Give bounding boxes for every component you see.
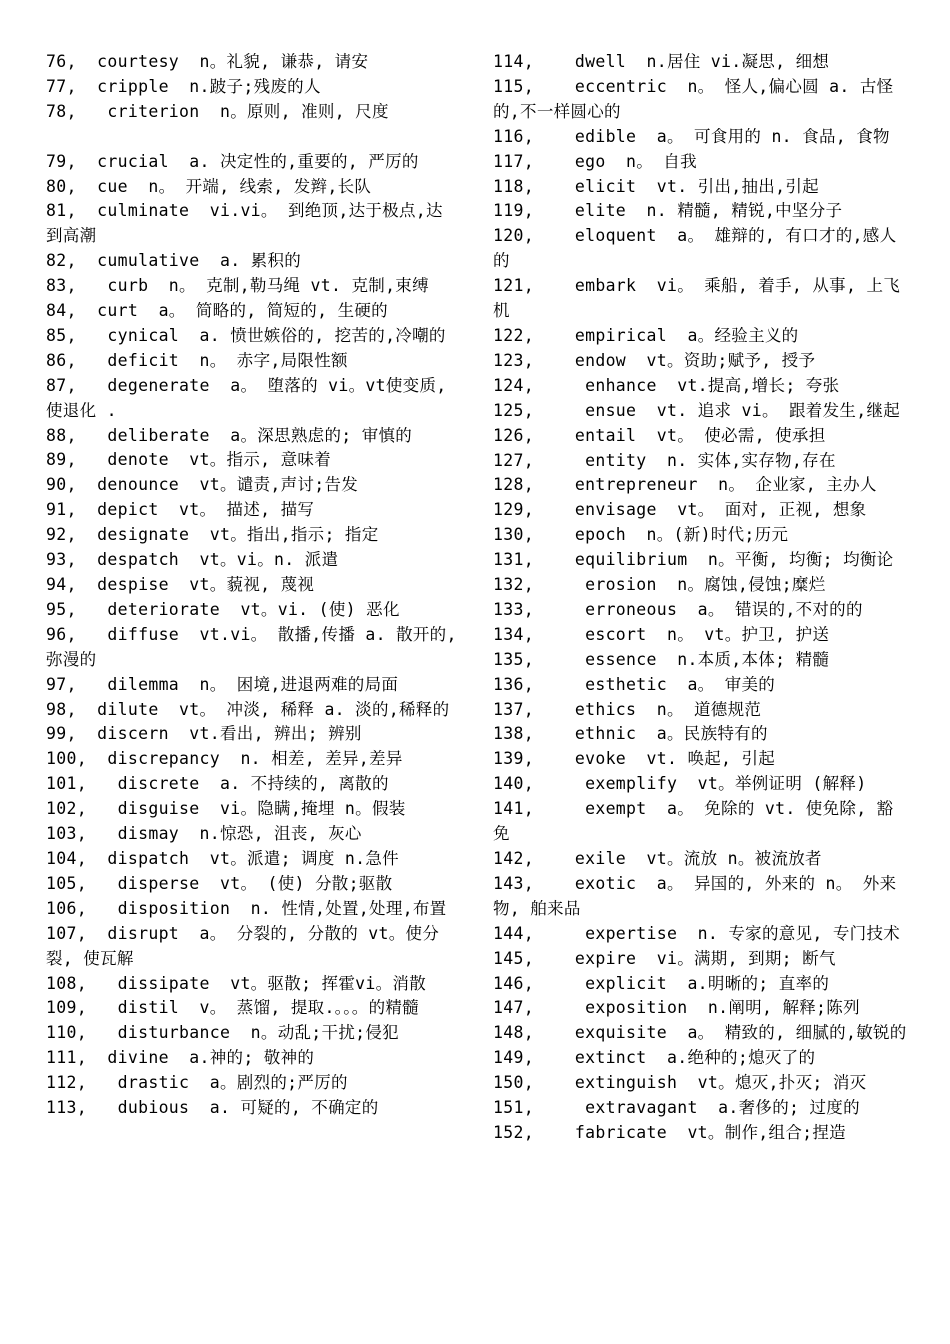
vocab-entry: 121, embark vi。 乘船, 着手, 从事, 上飞机 bbox=[493, 276, 901, 321]
vocab-entry: 149, extinct a.绝种的;熄灭了的 bbox=[493, 1048, 816, 1068]
vocab-entry: 80, cue n。 开端, 线索, 发辫,长队 bbox=[46, 176, 372, 196]
vocab-entry: 102, disguise vi。隐瞒,掩埋 n。假装 bbox=[46, 799, 406, 819]
vocab-entry: 95, deteriorate vt。vi. (使) 恶化 bbox=[46, 599, 400, 619]
vocab-entry: 122, empirical a。经验主义的 bbox=[493, 325, 799, 345]
vocab-entry: 142, exile vt。流放 n。被流放者 bbox=[493, 849, 822, 868]
vocab-entry: 120, eloquent a。 雄辩的, 有口才的,感人的 bbox=[493, 226, 897, 271]
vocab-entry: 131, equilibrium n。平衡, 均衡; 均衡论 bbox=[493, 550, 894, 570]
vocab-entry: 77, cripple n.跛子;残废的人 bbox=[46, 76, 321, 96]
vocab-entry: 97, dilemma n。 困境,进退两难的局面 bbox=[46, 674, 399, 694]
vocab-entry: 114, dwell n.居住 vi.凝思, 细想 bbox=[493, 52, 830, 71]
vocab-entry: 84, curt a。 简略的, 简短的, 生硬的 bbox=[46, 301, 388, 321]
vocab-entry: 132, erosion n。腐蚀,侵蚀;糜烂 bbox=[493, 575, 826, 595]
vocab-entry: 145, expire vi。满期, 到期; 断气 bbox=[493, 948, 836, 968]
vocab-entry: 101, discrete a. 不持续的, 离散的 bbox=[46, 774, 389, 794]
vocab-entry: 127, entity n. 实体,实存物,存在 bbox=[493, 450, 836, 470]
vocab-entry: 108, dissipate vt。驱散; 挥霍vi。消散 bbox=[46, 973, 427, 993]
vocab-entry: 117, ego n。 自我 bbox=[493, 151, 697, 171]
vocab-entry: 116, edible a。 可食用的 n. 食品, 食物 bbox=[493, 126, 890, 146]
vocab-entry: 83, curb n。 克制,勒马绳 vt. 克制,束缚 bbox=[46, 276, 429, 296]
vocab-entry: 115, eccentric n。 怪人,偏心圆 a. 古怪的,不一样圆心的 bbox=[493, 76, 894, 121]
vocab-entry: 128, entrepreneur n。 企业家, 主办人 bbox=[493, 475, 877, 495]
vocab-entry: 91, depict vt。 描述, 描写 bbox=[46, 500, 315, 520]
vocab-entry: 96, diffuse vt.vi。 散播,传播 a. 散开的, 弥漫的 bbox=[46, 624, 467, 669]
vocab-entry: 150, extinguish vt。熄灭,扑灭; 消灭 bbox=[493, 1073, 867, 1093]
vocab-entry: 139, evoke vt. 唤起, 引起 bbox=[493, 749, 776, 769]
vocab-entry: 152, fabricate vt。制作,组合;捏造 bbox=[493, 1122, 846, 1142]
vocab-entry: 135, essence n.本质,本体; 精髓 bbox=[493, 649, 830, 669]
vocab-entry: 85, cynical a. 愤世嫉俗的, 挖苦的,冷嘲的 bbox=[46, 325, 446, 345]
vocab-entry: 76, courtesy n。礼貌, 谦恭, 请安 bbox=[46, 52, 369, 71]
vocab-entry: 129, envisage vt。 面对, 正视, 想象 bbox=[493, 500, 867, 520]
vocab-entry: 118, elicit vt. 引出,抽出,引起 bbox=[493, 176, 819, 196]
vocab-entry: 136, esthetic a。 审美的 bbox=[493, 674, 776, 694]
vocab-entry: 111, divine a.神的; 敬神的 bbox=[46, 1048, 315, 1068]
vocab-entry: 94, despise vt。藐视, 蔑视 bbox=[46, 575, 315, 595]
vocab-entry: 147, exposition n.阐明, 解释;陈列 bbox=[493, 998, 860, 1018]
vocab-entry: 143, exotic a。 异国的, 外来的 n。 外来物, 舶来品 bbox=[493, 873, 897, 918]
vocab-entry: 106, disposition n. 性情,处置,处理,布置 bbox=[46, 898, 447, 918]
vocab-entry: 125, ensue vt. 追求 vi。 跟着发生,继起 bbox=[493, 400, 901, 420]
vocab-entry: 109, distil v。 蒸馏, 提取.。。。的精髓 bbox=[46, 998, 419, 1018]
vocab-entry: 78, criterion n。原则, 准则, 尺度 bbox=[46, 101, 389, 121]
vocab-entry: 123, endow vt。资助;赋予, 授予 bbox=[493, 350, 816, 370]
vocab-entry: 134, escort n。 vt。护卫, 护送 bbox=[493, 624, 830, 644]
vocab-entry: 107, disrupt a。 分裂的, 分散的 vt。使分裂, 使瓦解 bbox=[46, 923, 440, 968]
vocab-entry: 79, crucial a. 决定性的,重要的, 严厉的 bbox=[46, 151, 419, 171]
vocab-entry: 90, denounce vt。谴责,声讨;告发 bbox=[46, 475, 359, 495]
vocab-entry: 98, dilute vt。 冲淡, 稀释 a. 淡的,稀释的 bbox=[46, 699, 450, 719]
right-column bbox=[493, 50, 907, 1146]
vocab-entry: 151, extravagant a.奢侈的; 过度的 bbox=[493, 1098, 860, 1118]
vocab-entry: 86, deficit n。 赤字,局限性额 bbox=[46, 350, 348, 370]
vocab-entry: 141, exempt a。 免除的 vt. 使免除, 豁免 bbox=[493, 799, 894, 844]
vocab-entry: 89, denote vt。指示, 意味着 bbox=[46, 450, 332, 470]
vocab-entry: 130, epoch n。(新)时代;历元 bbox=[493, 525, 789, 545]
vocab-entry: 112, drastic a。剧烈的;严厉的 bbox=[46, 1073, 348, 1093]
vocab-entry: 126, entail vt。 使必需, 使承担 bbox=[493, 425, 826, 445]
vocab-entry: 138, ethnic a。民族特有的 bbox=[493, 724, 768, 744]
vocab-entry: 113, dubious a. 可疑的, 不确定的 bbox=[46, 1098, 379, 1118]
vocab-entry: 137, ethics n。 道德规范 bbox=[493, 699, 762, 719]
vocab-entry: 148, exquisite a。 精致的, 细腻的,敏锐的 bbox=[493, 1023, 907, 1043]
vocab-entry: 93, despatch vt。vi。n. 派遣 bbox=[46, 550, 339, 570]
vocab-entry: 88, deliberate a。深思熟虑的; 审慎的 bbox=[46, 425, 413, 445]
vocab-entry: 146, explicit a.明晰的; 直率的 bbox=[493, 973, 830, 993]
vocab-entry: 104, dispatch vt。派遣; 调度 n.急件 bbox=[46, 848, 399, 868]
vocab-entry: 99, discern vt.看出, 辨出; 辨别 bbox=[46, 724, 362, 744]
vocab-entry: 82, cumulative a. 累积的 bbox=[46, 251, 302, 271]
vocab-entry: 119, elite n. 精髓, 精锐,中坚分子 bbox=[493, 201, 843, 221]
vocab-entry: 144, expertise n. 专家的意见, 专门技术 bbox=[493, 923, 901, 943]
vocab-entry: 92, designate vt。指出,指示; 指定 bbox=[46, 525, 379, 545]
vocab-entry: 133, erroneous a。 错误的,不对的的 bbox=[493, 599, 863, 619]
left-column bbox=[46, 50, 467, 1121]
vocab-entry: 103, dismay n.惊恐, 沮丧, 灰心 bbox=[46, 824, 362, 844]
vocab-entry: 81, culminate vi.vi。 到绝顶,达于极点,达到高潮 bbox=[46, 201, 443, 246]
vocab-entry: 100, discrepancy n. 相差, 差异,差异 bbox=[46, 749, 403, 769]
vocab-entry: 105, disperse vt。 (使) 分散;驱散 bbox=[46, 873, 393, 893]
vocab-entry: 110, disturbance n。动乱;干扰;侵犯 bbox=[46, 1023, 399, 1043]
vocab-entry: 140, exemplify vt。举例证明 (解释) bbox=[493, 774, 867, 794]
vocab-entry: 124, enhance vt.提高,增长; 夸张 bbox=[493, 375, 840, 395]
vocab-entry: 87, degenerate a。 堕落的 vi。vt使变质, 使退化 . bbox=[46, 375, 457, 420]
